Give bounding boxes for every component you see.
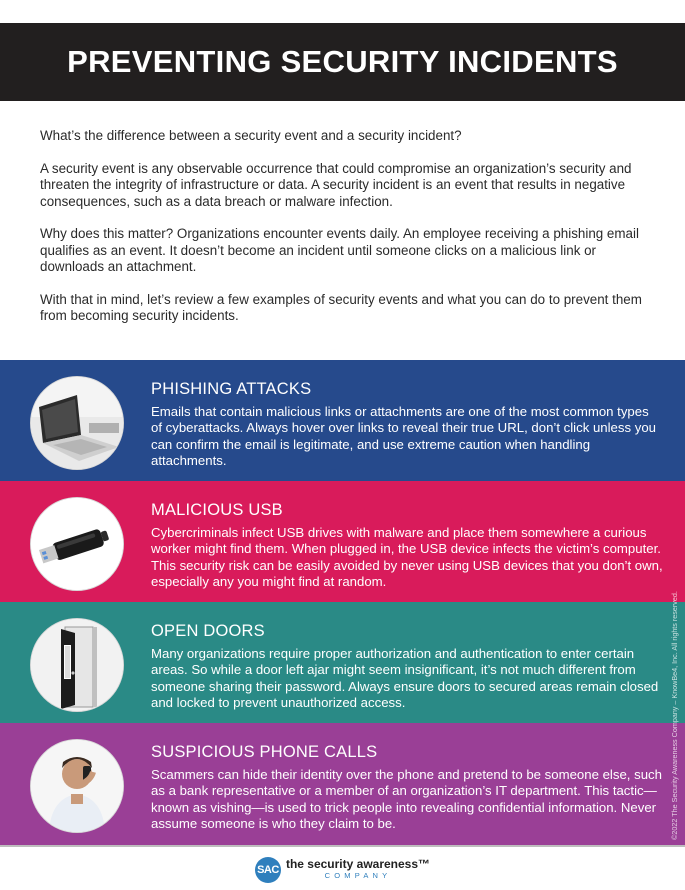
intro-paragraph: A security event is any observable occurrence that could compromise an organization’s security and threaten the integrity of infrastructure or data. A security incident is an event that results in negative consequences, such as a data breach or malware infection. — [40, 160, 632, 209]
intro-text — [40, 128, 652, 341]
section-title: MALICIOUS USB — [151, 501, 283, 519]
intro-paragraph: With that in mind, let’s review a few examples of security events and what you can do to prevent them from becoming security incidents. — [40, 291, 642, 323]
page-header — [0, 23, 685, 101]
section-open-doors — [0, 602, 685, 723]
open-door-icon — [30, 618, 124, 712]
company-name-line2: COMPANY — [324, 871, 392, 880]
company-name — [286, 858, 430, 882]
copyright-text: ©2022 The Security Awareness Company – KnowBe4, Inc. All rights reserved. — [669, 590, 679, 840]
section-title: OPEN DOORS — [151, 622, 265, 640]
section-body: Cybercriminals infect USB drives with malware and place them somewhere a curious worker might find them. When plugged in, the USB device infects the victim’s computer. This security risk can be easily avoided by never using USB devices that you don’t own, especially any you might find at random. — [151, 525, 663, 590]
section-title: SUSPICIOUS PHONE CALLS — [151, 743, 378, 761]
usb-drive-icon — [30, 497, 124, 591]
phone-call-icon — [30, 739, 124, 833]
intro-paragraph: Why does this matter? Organizations encounter events daily. An employee receiving a phishing email qualifies as an event. It doesn’t become an incident until someone clicks on a malicious link or downloads an attachment. — [40, 226, 639, 274]
page-title: PREVENTING SECURITY INCIDENTS — [67, 44, 618, 79]
section-body: Emails that contain malicious links or attachments are one of the most common types of cyberattacks. Always hover over links to reveal their true URL, don’t click unless you can confirm the email is legitimate, and use extreme caution when handling attachments. — [151, 404, 657, 469]
copyright-note — [667, 590, 681, 840]
section-suspicious-phone-calls — [0, 723, 685, 845]
intro-paragraph: What’s the difference between a security event and a security incident? — [40, 128, 462, 143]
section-body: Scammers can hide their identity over the phone and pretend to be someone else, such as a bank representative or a member of an organization’s IT department. This tactic—known as vishing—is used to trick people into revealing confidential information. Never assume someone is who they claim to be. — [151, 767, 662, 832]
company-name-line1: the security awareness™ — [285, 857, 431, 871]
footer-logo — [0, 850, 685, 890]
section-title: PHISHING ATTACKS — [151, 380, 312, 398]
footer-divider — [0, 845, 685, 847]
section-body: Many organizations require proper authorization and authentication to enter certain areas. So while a door left ajar might seem insignificant, it’s not much different from someone sharing their password. Always ensure doors to secured areas remain closed and locked to prevent unauthorized access. — [151, 646, 659, 711]
laptop-icon — [30, 376, 124, 470]
section-phishing-attacks — [0, 360, 685, 481]
company-logo-icon: SAC — [255, 857, 281, 883]
section-malicious-usb — [0, 481, 685, 602]
